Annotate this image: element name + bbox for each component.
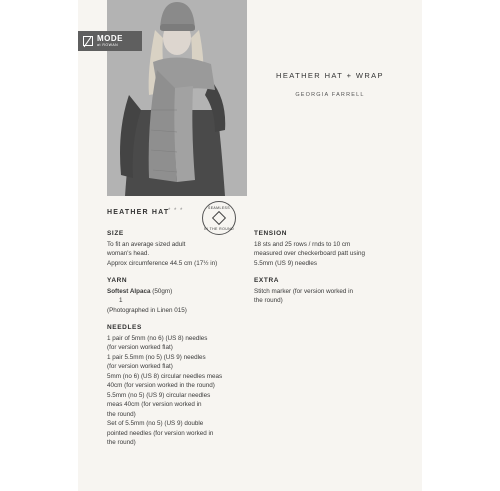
needles-line: 5.5mm (no 5) (US 9) circular needles [107, 391, 211, 399]
needles-line: 40cm (for version worked in the round) [107, 382, 215, 389]
tension-line: measured over checkerboard patt using [254, 250, 365, 257]
needles-line: 5mm (no 6) (US 8) circular needles meas [107, 372, 223, 380]
yarn-weight: (50gm) [150, 287, 173, 295]
designer-name: GEORGIA FARRELL [295, 92, 365, 98]
brand-logo [78, 31, 142, 51]
size-line: woman's head. [107, 250, 150, 257]
model-photo [107, 0, 247, 196]
section-title: HEATHER HAT [107, 209, 170, 216]
needles-line: (for version worked flat) [107, 344, 173, 351]
needles-line: 1 pair of 5mm (no 6) (US 8) needles [107, 334, 208, 342]
needles-line: 1 pair 5.5mm (no 5) (US 9) needles [107, 353, 206, 361]
extra-line: Stitch marker (for version worked in [254, 287, 354, 295]
pattern-title: HEATHER HAT + WRAP [276, 71, 384, 80]
left-column [107, 229, 247, 448]
yarn-photo-note: (Photographed in Linen 015) [107, 306, 187, 314]
size-heading: SIZE [107, 230, 124, 237]
yarn-quantity: 1 [119, 297, 123, 304]
yarn-heading: YARN [107, 277, 128, 284]
logo-sub-text: at ROWAN [97, 42, 119, 47]
yarn-name: Softest Alpaca [107, 287, 151, 295]
extra-heading: EXTRA [254, 277, 280, 284]
tension-heading: TENSION [254, 230, 288, 237]
logo-mark-icon [83, 36, 93, 46]
needles-line: pointed needles (for version worked in [107, 429, 214, 437]
needles-heading: NEEDLES [107, 324, 142, 331]
badge-bottom-text: IN THE ROUND [203, 227, 234, 231]
badge-top-text: SEAMLESS [207, 206, 231, 210]
needles-line: meas 40cm (for version worked in [107, 401, 202, 408]
diamond-icon [212, 211, 226, 225]
yarn-name-line [107, 287, 247, 297]
size-line: Approx circumference 44.5 cm (17½ in) [107, 259, 218, 267]
needles-line: Set of 5.5mm (no 5) (US 9) double [107, 420, 204, 427]
needles-line: the round) [107, 410, 136, 418]
extra-line: the round) [254, 297, 283, 304]
size-line: To fit an average sized adult [107, 240, 186, 248]
logo-main-text: MODE [97, 33, 123, 43]
right-column [254, 229, 394, 306]
needles-line: (for version worked flat) [107, 363, 173, 370]
tension-line: 18 sts and 25 rows / rnds to 10 cm [254, 240, 351, 248]
tension-line: 5.5mm (US 9) needles [254, 259, 317, 267]
difficulty-rating: * * * [168, 208, 184, 214]
needles-line: the round) [107, 439, 136, 446]
